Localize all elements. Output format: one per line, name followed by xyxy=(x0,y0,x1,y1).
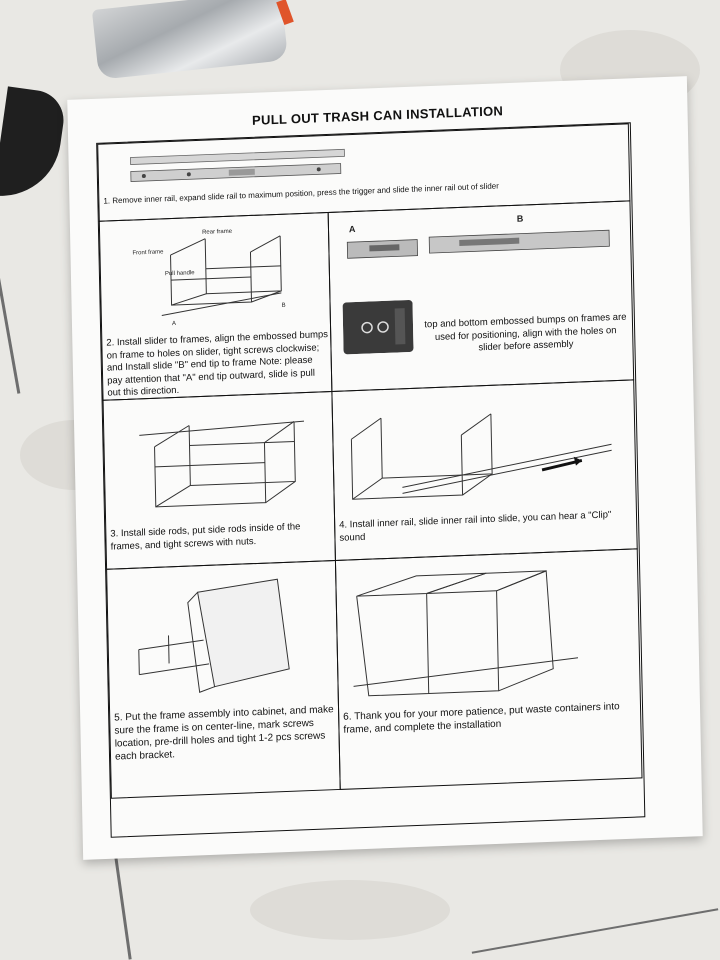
step-1-rail-illustration xyxy=(128,143,349,191)
floor-seam xyxy=(472,908,719,953)
black-cable xyxy=(0,86,67,203)
step-2-right-panel xyxy=(328,200,635,392)
step-6-panel xyxy=(335,548,643,790)
step-2-caption: 2. Install slider to frames, align the embossed bumps on frame to holes on slider, tight screws clockwise; and Install slide "B" end tip to frame Note: please pay attention that "A" end tip outward, slide is pull out this direction. xyxy=(106,329,329,399)
step-3-rods-illustration xyxy=(134,401,306,518)
pull-handle-label: Pull handle xyxy=(164,270,195,278)
document-title: PULL OUT TRASH CAN INSTALLATION xyxy=(251,103,504,128)
step-6-containers-illustration xyxy=(346,556,629,707)
step-4-panel xyxy=(331,379,637,561)
step-2-note: top and bottom embossed bumps on frames are used for positioning, align with the holes on slider before assembly xyxy=(424,311,627,354)
step-2-slide-illustration xyxy=(339,208,625,289)
step-6-caption: 6. Thank you for your more patience, put waste containers into frame, and complete the installation xyxy=(343,701,620,736)
step-3-caption: 3. Install side rods, put side rods inside of the frames, and tight screws with nuts. xyxy=(110,521,301,553)
slide-b-label: B xyxy=(516,213,524,224)
slide-a-label: A xyxy=(348,223,356,235)
end-a-label: A xyxy=(171,320,177,328)
step-5-cabinet-illustration xyxy=(127,568,320,705)
rear-frame-label: Rear frame xyxy=(201,228,233,236)
hardware-bag xyxy=(92,0,288,80)
step-2-frame-illustration xyxy=(130,220,292,336)
step-5-panel xyxy=(106,560,341,799)
step-3-panel xyxy=(103,391,336,570)
step-4-inner-rail-illustration xyxy=(341,389,633,510)
front-frame-label: Front frame xyxy=(132,249,164,257)
embossed-bump-closeup xyxy=(343,300,414,355)
step-2-left-panel xyxy=(99,212,333,401)
step-5-caption: 5. Put the frame assembly into cabinet, and make sure the frame is on center-line, mark screws location, pre-drill holes and tight 1-2 pcs screws each bracket. xyxy=(114,704,334,763)
instruction-grid xyxy=(96,122,645,837)
step-1-caption: 1. Remove inner rail, expand slide rail to maximum position, press the trigger and slide the inner rail out of slider xyxy=(103,181,499,206)
end-b-label: B xyxy=(281,302,286,309)
instruction-sheet xyxy=(67,76,702,860)
step-4-caption: 4. Install inner rail, slide inner rail into slide, you can hear a "Clip" sound xyxy=(339,509,612,544)
floor-seam xyxy=(0,196,20,393)
floor-stain xyxy=(250,880,450,940)
